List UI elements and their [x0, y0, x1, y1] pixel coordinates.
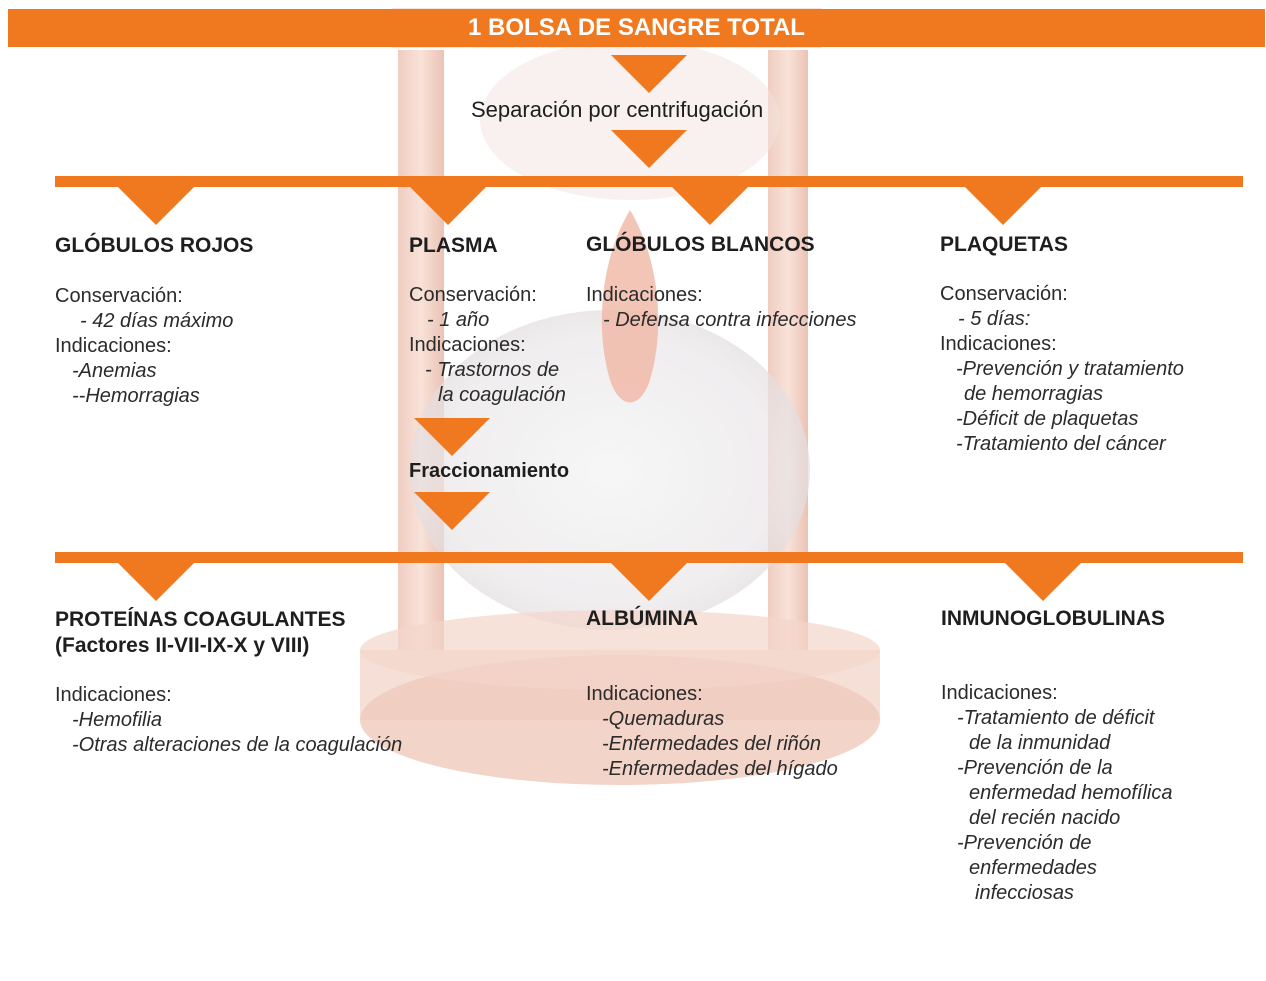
components-divider-bar — [55, 176, 1243, 187]
albumina-title: ALBÚMINA — [586, 607, 698, 630]
down-arrow-icon — [118, 187, 194, 225]
down-arrow-icon — [672, 187, 748, 225]
indication-item: -Anemias — [72, 360, 157, 382]
indication-item: -Tratamiento de déficit — [957, 707, 1155, 729]
globulos-blancos-title: GLÓBULOS BLANCOS — [586, 233, 815, 256]
indication-item: - Defensa contra infecciones — [603, 309, 857, 331]
indications-label: Indicaciones: — [55, 684, 172, 706]
indication-item: -Hemofilia — [72, 709, 163, 731]
indication-item: enfermedades — [969, 857, 1097, 879]
down-arrow-icon — [118, 563, 194, 601]
down-arrow-icon — [1005, 563, 1081, 601]
fractionation-step-label: Fraccionamiento — [409, 460, 570, 482]
down-arrow-icon — [965, 187, 1041, 225]
indication-item: -Otras alteraciones de la coagulación — [72, 734, 403, 756]
down-arrow-icon — [611, 130, 687, 168]
conservation-item: - 5 días: — [958, 308, 1031, 330]
indication-item: --Hemorragias — [72, 385, 200, 407]
indications-label: Indicaciones: — [409, 334, 526, 356]
globulos-rojos-title: GLÓBULOS ROJOS — [55, 234, 254, 257]
down-arrow-icon — [611, 55, 687, 93]
separation-step-label: Separación por centrifugación — [471, 97, 764, 122]
inmunoglobulinas-title: INMUNOGLOBULINAS — [941, 607, 1165, 630]
indication-item: enfermedad hemofílica — [969, 782, 1173, 804]
proteinas-coagulantes-title: PROTEÍNAS COAGULANTES — [55, 608, 346, 631]
conservation-item: - 1 año — [427, 309, 490, 331]
indication-item: - Trastornos de — [425, 359, 560, 381]
indication-item: -Enfermedades del hígado — [602, 758, 838, 780]
conservation-label: Conservación: — [55, 285, 183, 307]
indications-label: Indicaciones: — [941, 682, 1058, 704]
indication-item: la coagulación — [438, 384, 566, 406]
indication-item: de hemorragias — [964, 383, 1103, 405]
banner-title: 1 BOLSA DE SANGRE TOTAL — [468, 14, 805, 41]
indication-item: -Prevención de — [957, 832, 1092, 854]
conservation-label: Conservación: — [409, 284, 537, 306]
indications-label: Indicaciones: — [586, 683, 703, 705]
plasma-title: PLASMA — [409, 234, 498, 257]
conservation-label: Conservación: — [940, 283, 1068, 305]
indication-item: -Prevención de la — [957, 757, 1113, 779]
plaquetas-title: PLAQUETAS — [940, 233, 1068, 256]
indication-item: -Prevención y tratamiento — [956, 358, 1184, 380]
indication-item: -Enfermedades del riñón — [602, 733, 822, 755]
indications-label: Indicaciones: — [586, 284, 703, 306]
indications-label: Indicaciones: — [940, 333, 1057, 355]
conservation-item: - 42 días máximo — [80, 310, 234, 332]
indication-item: de la inmunidad — [969, 732, 1111, 754]
indications-label: Indicaciones: — [55, 335, 172, 357]
derivatives-divider-bar — [55, 552, 1243, 563]
proteinas-coagulantes-subtitle: (Factores II-VII-IX-X y VIII) — [55, 634, 310, 657]
indication-item: -Tratamiento del cáncer — [956, 433, 1166, 455]
indication-item: -Quemaduras — [602, 708, 725, 730]
title-banner — [8, 9, 1265, 47]
down-arrow-icon — [410, 187, 486, 225]
down-arrow-icon — [414, 492, 490, 530]
down-arrow-icon — [611, 563, 687, 601]
indication-item: del recién nacido — [969, 807, 1121, 829]
indication-item: infecciosas — [975, 882, 1074, 904]
indication-item: -Déficit de plaquetas — [956, 408, 1139, 430]
down-arrow-icon — [414, 418, 490, 456]
